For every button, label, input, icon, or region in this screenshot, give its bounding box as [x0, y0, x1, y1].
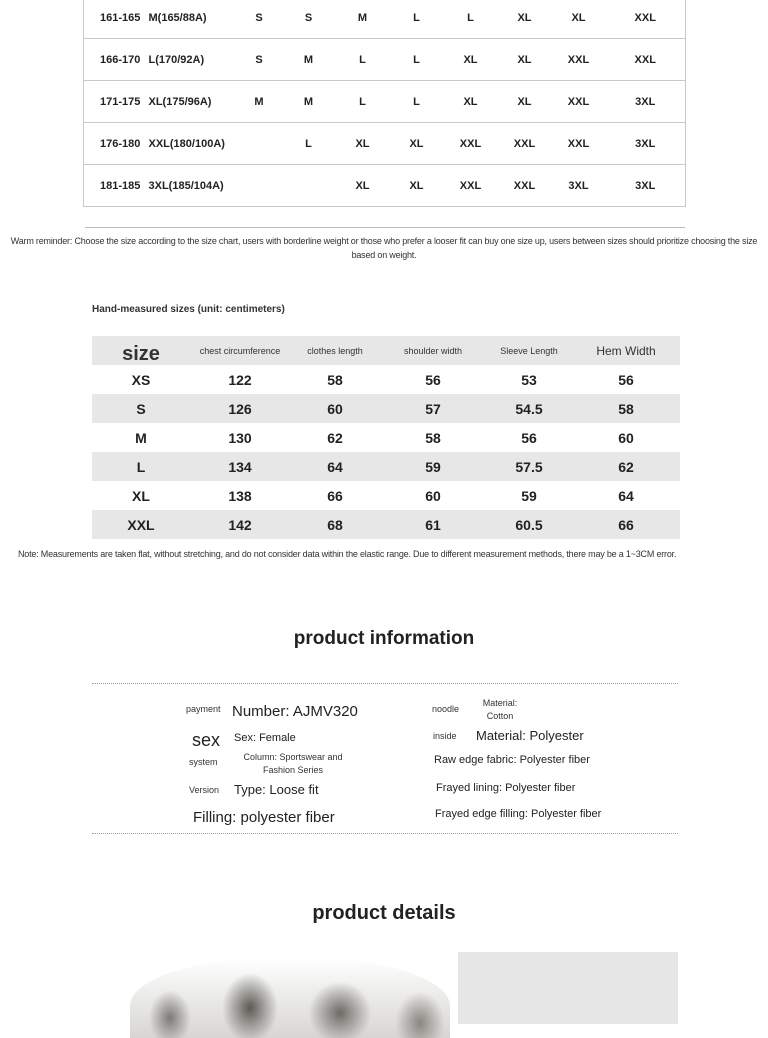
- noodle-label: noodle: [432, 704, 460, 714]
- raw-edge-value: Raw edge fabric: Polyester fiber: [434, 754, 590, 766]
- size-label: M(165/88A): [149, 0, 237, 39]
- recommended-size: XXL: [552, 39, 606, 81]
- measurement-cell: 138: [228, 487, 252, 504]
- measurement-table: [92, 336, 680, 539]
- size-row: [84, 39, 686, 81]
- sex-value: Sex: Female: [234, 732, 296, 744]
- height-range: 176-180: [84, 123, 149, 165]
- header-hem: Hem Width: [572, 336, 680, 365]
- recommended-size: XXL: [444, 165, 498, 207]
- size-label: XXL(180/100A): [149, 123, 237, 165]
- frayed-filling-value: Frayed edge filling: Polyester fiber: [435, 808, 602, 820]
- measurement-cell: 59: [521, 487, 537, 504]
- sex-label: sex: [192, 730, 221, 750]
- recommended-size: M: [336, 0, 390, 39]
- recommended-size: M: [237, 81, 282, 123]
- measurement-cell: 53: [521, 371, 537, 388]
- recommended-size: XXL: [552, 123, 606, 165]
- recommended-size: XXL: [498, 165, 552, 207]
- measurement-cell: 58: [327, 371, 343, 388]
- measurement-row: [92, 365, 680, 394]
- size-cell: L: [92, 452, 190, 481]
- measurement-cell: 56: [425, 371, 441, 388]
- recommended-size: XXL: [552, 81, 606, 123]
- recommended-size: 3XL: [606, 165, 686, 207]
- recommended-size: XL: [444, 81, 498, 123]
- recommended-size: 3XL: [552, 165, 606, 207]
- recommended-size: L: [444, 0, 498, 39]
- recommended-size: 3XL: [606, 81, 686, 123]
- size-recommendation-table: [83, 0, 686, 207]
- size-cell: XS: [131, 371, 151, 388]
- measurement-cell: 59: [380, 452, 486, 481]
- recommended-size: L: [390, 81, 444, 123]
- size-row: [84, 0, 686, 39]
- recommended-size: [282, 165, 336, 207]
- measurement-row: [92, 394, 680, 423]
- measurement-cell: 60: [618, 429, 634, 446]
- recommended-size: L: [390, 39, 444, 81]
- measurement-cell: 130: [228, 429, 252, 446]
- size-label: XL(175/96A): [149, 81, 237, 123]
- size-cell: XL: [132, 487, 150, 504]
- recommended-size: XL: [390, 123, 444, 165]
- info-bottom-divider: [92, 833, 678, 834]
- recommended-size: L: [336, 81, 390, 123]
- measurement-cell: 56: [521, 429, 537, 446]
- recommended-size: XXL: [444, 123, 498, 165]
- measurement-cell: 62: [327, 429, 343, 446]
- recommended-size: XXL: [606, 39, 686, 81]
- inside-label: inside: [433, 731, 457, 741]
- measurement-cell: 66: [327, 487, 343, 504]
- size-row: [84, 123, 686, 165]
- measurement-cell: 142: [190, 510, 290, 539]
- header-sleeve: Sleeve Length: [486, 336, 572, 365]
- recommended-size: L: [336, 39, 390, 81]
- material-outer: Material: Cotton: [482, 698, 518, 721]
- size-reminder: Warm reminder: Choose the size according to the size chart, users with borderline weight or those who prefer a looser fit can buy one size up, users between sizes should prioritize choosing the size based on weight.: [10, 236, 758, 260]
- filling-value: Filling: polyester fiber: [193, 809, 335, 826]
- measurement-cell: 62: [572, 452, 680, 481]
- measurement-cell: 126: [190, 394, 290, 423]
- measurement-cell: 61: [380, 510, 486, 539]
- info-top-divider: [92, 683, 678, 684]
- product-info-title: product information: [293, 628, 475, 649]
- recommended-size: [237, 165, 282, 207]
- recommended-size: XXL: [606, 0, 686, 39]
- recommended-size: XL: [390, 165, 444, 207]
- recommended-size: XL: [498, 39, 552, 81]
- measurement-cell: 60.5: [486, 510, 572, 539]
- header-chest: chest circumference: [190, 336, 290, 365]
- recommended-size: S: [237, 0, 282, 39]
- size-label: L(170/92A): [149, 39, 237, 81]
- measurement-cell: 122: [228, 371, 252, 388]
- measurement-cell: 58: [425, 429, 441, 446]
- fur-hood-image: [130, 958, 450, 1038]
- measurement-row: [92, 452, 680, 481]
- recommended-size: [237, 123, 282, 165]
- version-label: Version: [189, 785, 220, 795]
- recommended-size: XXL: [498, 123, 552, 165]
- recommended-size: XL: [444, 39, 498, 81]
- size-label: 3XL(185/104A): [149, 165, 237, 207]
- payment-label: payment: [186, 704, 221, 714]
- header-size: size: [92, 336, 190, 365]
- measurement-cell: 60: [290, 394, 380, 423]
- header-length: clothes length: [290, 336, 380, 365]
- recommended-size: XL: [498, 0, 552, 39]
- type-value: Type: Loose fit: [234, 782, 319, 797]
- height-range: 181-185: [84, 165, 149, 207]
- measurement-cell: 60: [425, 487, 441, 504]
- measurement-cell: 64: [618, 487, 634, 504]
- height-range: 171-175: [84, 81, 149, 123]
- recommended-size: M: [282, 81, 336, 123]
- height-range: 166-170: [84, 39, 149, 81]
- size-cell: XXL: [92, 510, 190, 539]
- measurement-cell: 56: [618, 371, 634, 388]
- recommended-size: L: [282, 123, 336, 165]
- measurement-row: [92, 423, 680, 452]
- measurement-cell: 57: [380, 394, 486, 423]
- measurement-cell: 64: [290, 452, 380, 481]
- size-row: [84, 81, 686, 123]
- measurement-cell: 57.5: [486, 452, 572, 481]
- recommended-size: M: [282, 39, 336, 81]
- number-value: Number: AJMV320: [232, 703, 358, 720]
- recommended-size: S: [282, 0, 336, 39]
- measurement-note: Note: Measurements are taken flat, without stretching, and do not consider data within the elastic range. Due to different measurement methods, there may be a 1~3CM error.: [18, 549, 677, 559]
- measurement-row: [92, 510, 680, 539]
- measurement-cell: 68: [290, 510, 380, 539]
- header-shoulder: shoulder width: [380, 336, 486, 365]
- measurement-row: [92, 481, 680, 510]
- recommended-size: L: [390, 0, 444, 39]
- recommended-size: XL: [552, 0, 606, 39]
- size-cell: S: [92, 394, 190, 423]
- frayed-lining-value: Frayed lining: Polyester fiber: [436, 782, 576, 794]
- material-inside: Material: Polyester: [476, 728, 584, 743]
- divider: [85, 227, 685, 228]
- column-value: Column: Sportswear and Fashion Series: [243, 752, 343, 775]
- size-cell: M: [135, 429, 147, 446]
- size-row: [84, 165, 686, 207]
- system-label: system: [189, 757, 218, 767]
- recommended-size: XL: [336, 165, 390, 207]
- measurement-cell: 134: [190, 452, 290, 481]
- measurement-cell: 66: [572, 510, 680, 539]
- recommended-size: 3XL: [606, 123, 686, 165]
- recommended-size: S: [237, 39, 282, 81]
- recommended-size: XL: [336, 123, 390, 165]
- measurement-title: Hand-measured sizes (unit: centimeters): [92, 304, 285, 315]
- measurement-cell: 58: [572, 394, 680, 423]
- measurement-cell: 54.5: [486, 394, 572, 423]
- detail-image-placeholder: [458, 952, 678, 1024]
- product-details-title: product details: [312, 902, 456, 924]
- recommended-size: XL: [498, 81, 552, 123]
- height-range: 161-165: [84, 0, 149, 39]
